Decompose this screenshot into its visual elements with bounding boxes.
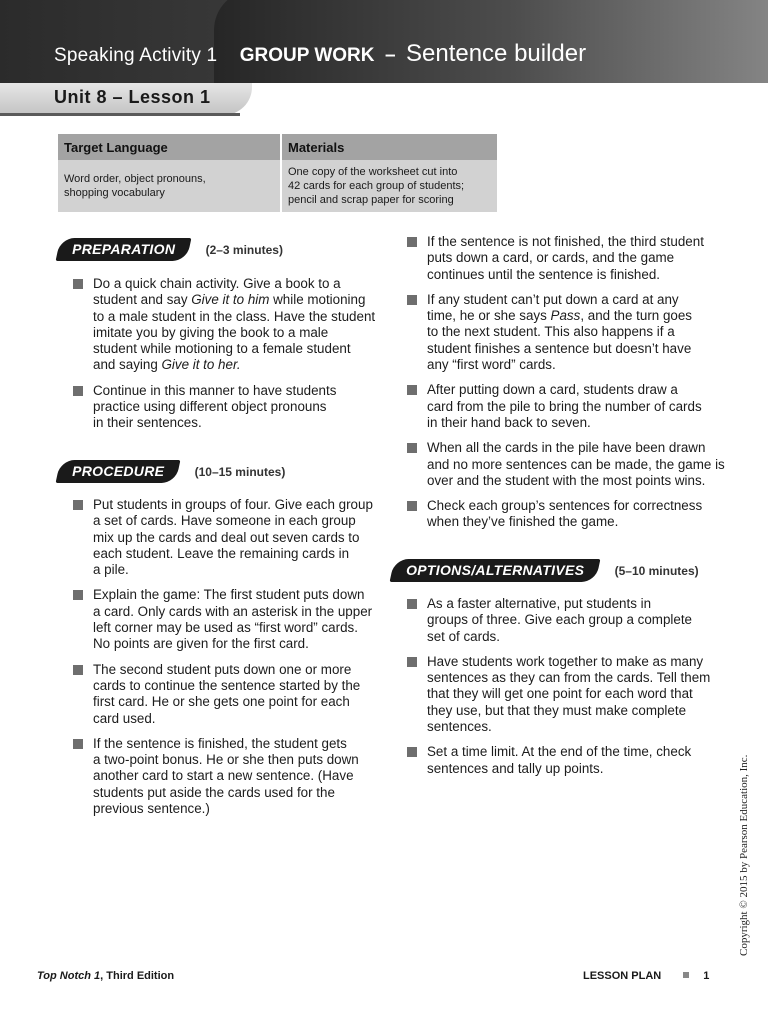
list-item: Put students in groups of four. Give each group a set of cards. Have someone in each group mix up the cards and deal out seven cards to each student. Leave the remaining cards in a pile. [73, 497, 393, 578]
footer-page-info [583, 970, 709, 982]
procedure-label: PROCEDURE [56, 460, 181, 483]
preparation-list [73, 276, 393, 432]
bullet-square-icon [407, 657, 417, 667]
options-list [407, 596, 727, 777]
list-item: Explain the game: The first student puts down a card. Only cards with an asterisk in the upper left corner may be used as “first word” cards. No points are given for the first card. [73, 587, 393, 652]
preparation-heading [58, 238, 283, 261]
target-language-line: Word order, object pronouns, [64, 173, 206, 185]
bullet-square-icon [407, 385, 417, 395]
list-item: If any student can’t put down a card at any time, he or she says Pass, and the turn goes to the next student. This also happens if a student finishes a sentence but doesn’t have any “first word” cards. [407, 292, 727, 373]
bullet-square-icon [73, 500, 83, 510]
info-table [56, 134, 499, 212]
procedure-list [73, 497, 393, 817]
preparation-duration: (2–3 minutes) [205, 242, 283, 257]
procedure-duration: (10–15 minutes) [194, 464, 286, 479]
preparation-label: PREPARATION [56, 238, 192, 261]
bullet-square-icon [73, 739, 83, 749]
activity-label: Speaking Activity 1 [54, 45, 218, 66]
options-label: OPTIONS/ALTERNATIVES [390, 559, 601, 582]
bullet-square-icon [407, 599, 417, 609]
materials-line: pencil and scrap paper for scoring [288, 193, 454, 206]
list-item: When all the cards in the pile have been drawn and no more sentences can be made, the game is over and the student with the most points wins. [407, 440, 727, 489]
bullet-square-icon [73, 665, 83, 675]
list-item: If the sentence is not finished, the third student puts down a card, or cards, and the game continues until the sentence is finished. [407, 234, 727, 283]
options-heading [392, 559, 699, 582]
list-item: If the sentence is finished, the student gets a two-point bonus. He or she then puts down another card to start a new sentence. (Have students put aside the cards used for the previous sentence.) [73, 736, 393, 817]
list-item: The second student puts down one or more cards to continue the sentence started by the first card. He or she gets one point for each card used. [73, 662, 393, 727]
bullet-square-icon [407, 237, 417, 247]
target-language-cell [58, 160, 280, 212]
activity-title: Sentence builder [405, 40, 587, 67]
list-item: As a faster alternative, put students in groups of three. Give each group a complete set of cards. [407, 596, 727, 645]
target-language-line: shopping vocabulary [64, 187, 165, 199]
page-number: 1 [703, 970, 710, 982]
list-item: Do a quick chain activity. Give a book to a student and say Give it to him while motioning to a male student in the class. Have the student imitate you by giving the book to a male student while motioning to a female student and saying Give it to her. [73, 276, 393, 374]
footer-section-label: LESSON PLAN [583, 970, 662, 982]
bullet-square-icon [407, 747, 417, 757]
copyright-notice: Copyright © 2015 by Pearson Education, Inc. [738, 754, 750, 956]
bullet-square-icon [407, 443, 417, 453]
bullet-square-icon [73, 386, 83, 396]
bullet-square-icon [407, 295, 417, 305]
bullet-square-icon [73, 279, 83, 289]
target-language-header: Target Language [58, 134, 280, 160]
list-item: Have students work together to make as many sentences as they can from the cards. Tell them that they will get one point for each word that they use, but that they must make complete sentences. [407, 654, 727, 735]
materials-line: 42 cards for each group of students; [288, 179, 465, 192]
footer-square-icon [683, 972, 689, 978]
group-work-label: GROUP WORK [239, 45, 375, 66]
list-item: Continue in this manner to have students practice using different object pronouns in their sentences. [73, 383, 393, 432]
list-item: After putting down a card, students draw a card from the pile to bring the number of cards in their hand back to seven. [407, 382, 727, 431]
materials-header: Materials [282, 134, 497, 160]
options-duration: (5–10 minutes) [614, 563, 699, 578]
materials-cell [282, 160, 497, 212]
list-item: Set a time limit. At the end of the time, check sentences and tally up points. [407, 744, 727, 777]
title-dash: – [384, 45, 396, 66]
procedure-heading [58, 460, 285, 483]
bullet-square-icon [73, 590, 83, 600]
footer-book-title: Top Notch 1, Third Edition [37, 970, 175, 982]
page-title [54, 40, 586, 68]
materials-line: One copy of the worksheet cut into [288, 165, 458, 178]
procedure-continued-list [407, 234, 727, 531]
bullet-square-icon [407, 501, 417, 511]
unit-lesson-label: Unit 8 – Lesson 1 [54, 87, 211, 107]
unit-bar-edge [0, 113, 240, 116]
list-item: Check each group’s sentences for correctness when they’ve finished the game. [407, 498, 727, 531]
